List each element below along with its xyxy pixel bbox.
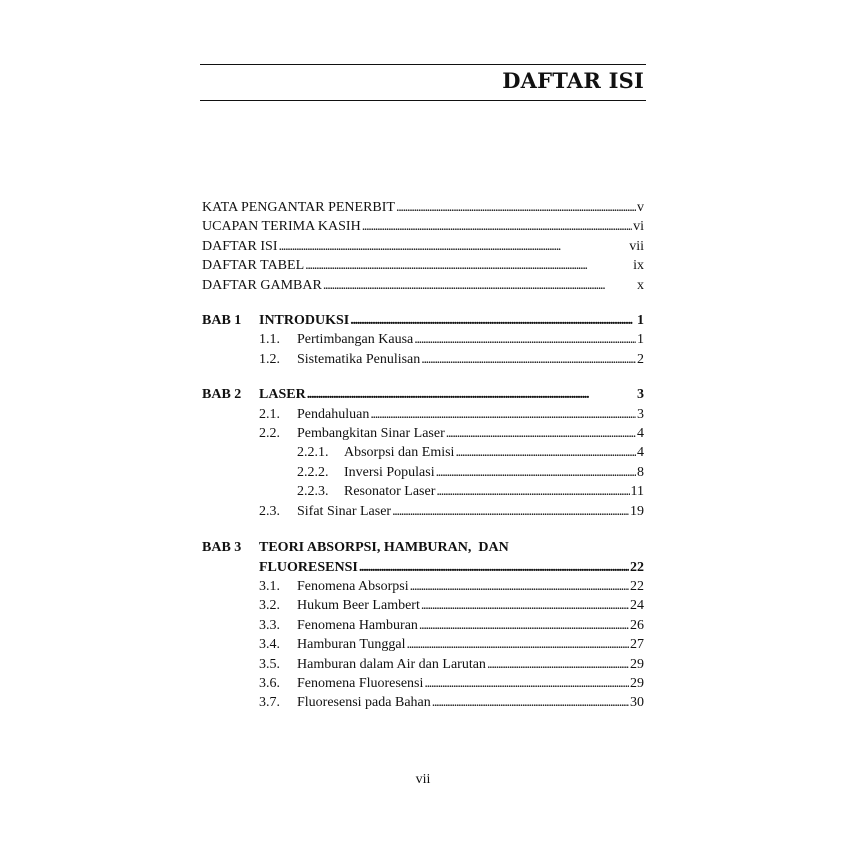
leader-dots [407,635,630,654]
section-title: Pendahuluan [297,406,370,422]
toc-section[interactable] [202,330,644,349]
toc-section[interactable] [202,616,644,635]
document-page [200,0,646,858]
subsection-title: Absorpsi dan Emisi [344,445,455,461]
leader-dots [446,424,636,443]
toc-section[interactable] [202,502,644,521]
section-number: 3.2. [259,598,280,614]
toc-entry-page: ix [633,258,644,274]
toc-section[interactable] [202,577,644,596]
toc-section[interactable] [202,424,644,443]
leader-dots [359,558,629,577]
leader-dots [419,616,629,635]
section-title: Fenomena Hamburan [297,617,418,633]
leader-dots [424,674,629,693]
leader-dots [362,217,632,236]
section-number: 2.3. [259,503,280,519]
section-number: 3.4. [259,637,280,653]
section-number: 1.2. [259,351,280,367]
toc-entry[interactable] [202,198,644,217]
spacer [202,295,644,311]
leader-dots [421,350,636,369]
toc-section[interactable] [202,405,644,424]
section-title: Hamburan Tunggal [297,637,406,653]
chapter-number: BAB 2 [202,387,242,403]
toc-entry-page: v [637,200,644,215]
leader-dots [307,385,636,404]
section-page: 2 [637,351,644,367]
subsection-number: 2.2.2. [297,464,329,480]
section-page: 4 [637,426,644,442]
leader-dots [436,463,636,482]
section-title: Sistematika Penulisan [297,351,421,367]
section-page: 3 [637,406,644,422]
chapter-page: 3 [637,387,644,403]
leader-dots [414,330,636,349]
spacer [202,521,644,538]
toc-entry[interactable] [202,276,644,295]
subsection-number: 2.2.3. [297,484,329,500]
section-page: 19 [630,503,644,519]
section-page: 29 [630,675,644,691]
toc-entry[interactable] [202,217,644,236]
section-number: 3.3. [259,617,280,633]
toc-section[interactable] [202,596,644,615]
toc-chapter[interactable] [202,385,644,404]
section-title: Pertimbangan Kausa [297,332,414,348]
header-rule-top [200,64,646,65]
leader-dots [279,237,629,256]
toc-entry-label: DAFTAR TABEL [202,258,305,274]
chapter-page: 22 [630,559,644,575]
page-number: vii [415,772,431,787]
leader-dots [410,577,629,596]
section-number: 3.6. [259,675,280,691]
subsection-title: Inversi Populasi [344,464,435,480]
section-title: Fluoresensi pada Bahan [297,695,431,711]
header-rule-bottom [200,100,646,101]
toc-chapter[interactable] [202,311,644,330]
leader-dots [370,405,636,424]
toc-section[interactable] [202,635,644,654]
section-page: 22 [630,578,644,594]
toc-chapter-continued[interactable] [202,558,644,577]
section-page: 27 [630,637,644,653]
section-title: Fenomena Fluoresensi [297,675,424,691]
chapter-title-line1: TEORI ABSORPSI, HAMBURAN, DAN [259,540,509,556]
toc-subsection[interactable] [202,482,644,501]
section-title: Fenomena Absorpsi [297,578,409,594]
subsection-page: 11 [630,484,644,500]
chapter-number: BAB 3 [202,540,242,556]
section-page: 29 [630,656,644,672]
chapter-title: INTRODUKSI [259,313,350,329]
chapter-number: BAB 1 [202,313,242,329]
table-of-contents [202,198,644,713]
toc-entry-page: x [637,277,644,293]
leader-dots [350,311,636,330]
section-title: Hamburan dalam Air dan Larutan [297,656,486,672]
section-title: Hukum Beer Lambert [297,598,420,614]
chapter-title-line2: FLUORESENSI [259,559,358,575]
section-page: 24 [630,598,644,614]
section-number: 3.5. [259,656,280,672]
leader-dots [323,276,636,295]
toc-entry[interactable] [202,256,644,275]
toc-entry[interactable] [202,237,644,256]
leader-dots [305,256,632,275]
toc-section[interactable] [202,350,644,369]
toc-section[interactable] [202,655,644,674]
leader-dots [421,596,629,615]
leader-dots [396,198,636,217]
toc-section[interactable] [202,674,644,693]
section-title: Sifat Sinar Laser [297,503,392,519]
section-number: 3.7. [259,695,280,711]
leader-dots [436,482,629,501]
page-title: DAFTAR ISI [502,68,644,93]
section-number: 2.1. [259,406,280,422]
toc-entry-page: vii [629,238,644,254]
leader-dots [392,502,629,521]
toc-entry-label: KATA PENGANTAR PENERBIT [202,200,395,215]
toc-entry-label: DAFTAR ISI [202,238,278,254]
leader-dots [455,443,636,462]
subsection-page: 8 [637,464,644,480]
section-number: 3.1. [259,578,280,594]
section-title: Pembangkitan Sinar Laser [297,426,445,442]
section-number: 2.2. [259,426,280,442]
chapter-title: LASER [259,387,306,403]
leader-dots [487,655,629,674]
toc-section[interactable] [202,693,644,712]
toc-subsection[interactable] [202,463,644,482]
chapter-page: 1 [637,313,644,329]
toc-entry-page: vi [633,219,644,235]
subsection-number: 2.2.1. [297,445,329,461]
section-number: 1.1. [259,332,280,348]
toc-entry-label: UCAPAN TERIMA KASIH [202,219,361,235]
toc-entry-label: DAFTAR GAMBAR [202,277,322,293]
section-page: 1 [637,332,644,348]
spacer [202,369,644,385]
subsection-page: 4 [637,445,644,461]
section-page: 30 [630,695,644,711]
section-page: 26 [630,617,644,633]
toc-subsection[interactable] [202,443,644,462]
leader-dots [432,693,629,712]
toc-chapter[interactable] [202,538,644,557]
subsection-title: Resonator Laser [344,484,436,500]
